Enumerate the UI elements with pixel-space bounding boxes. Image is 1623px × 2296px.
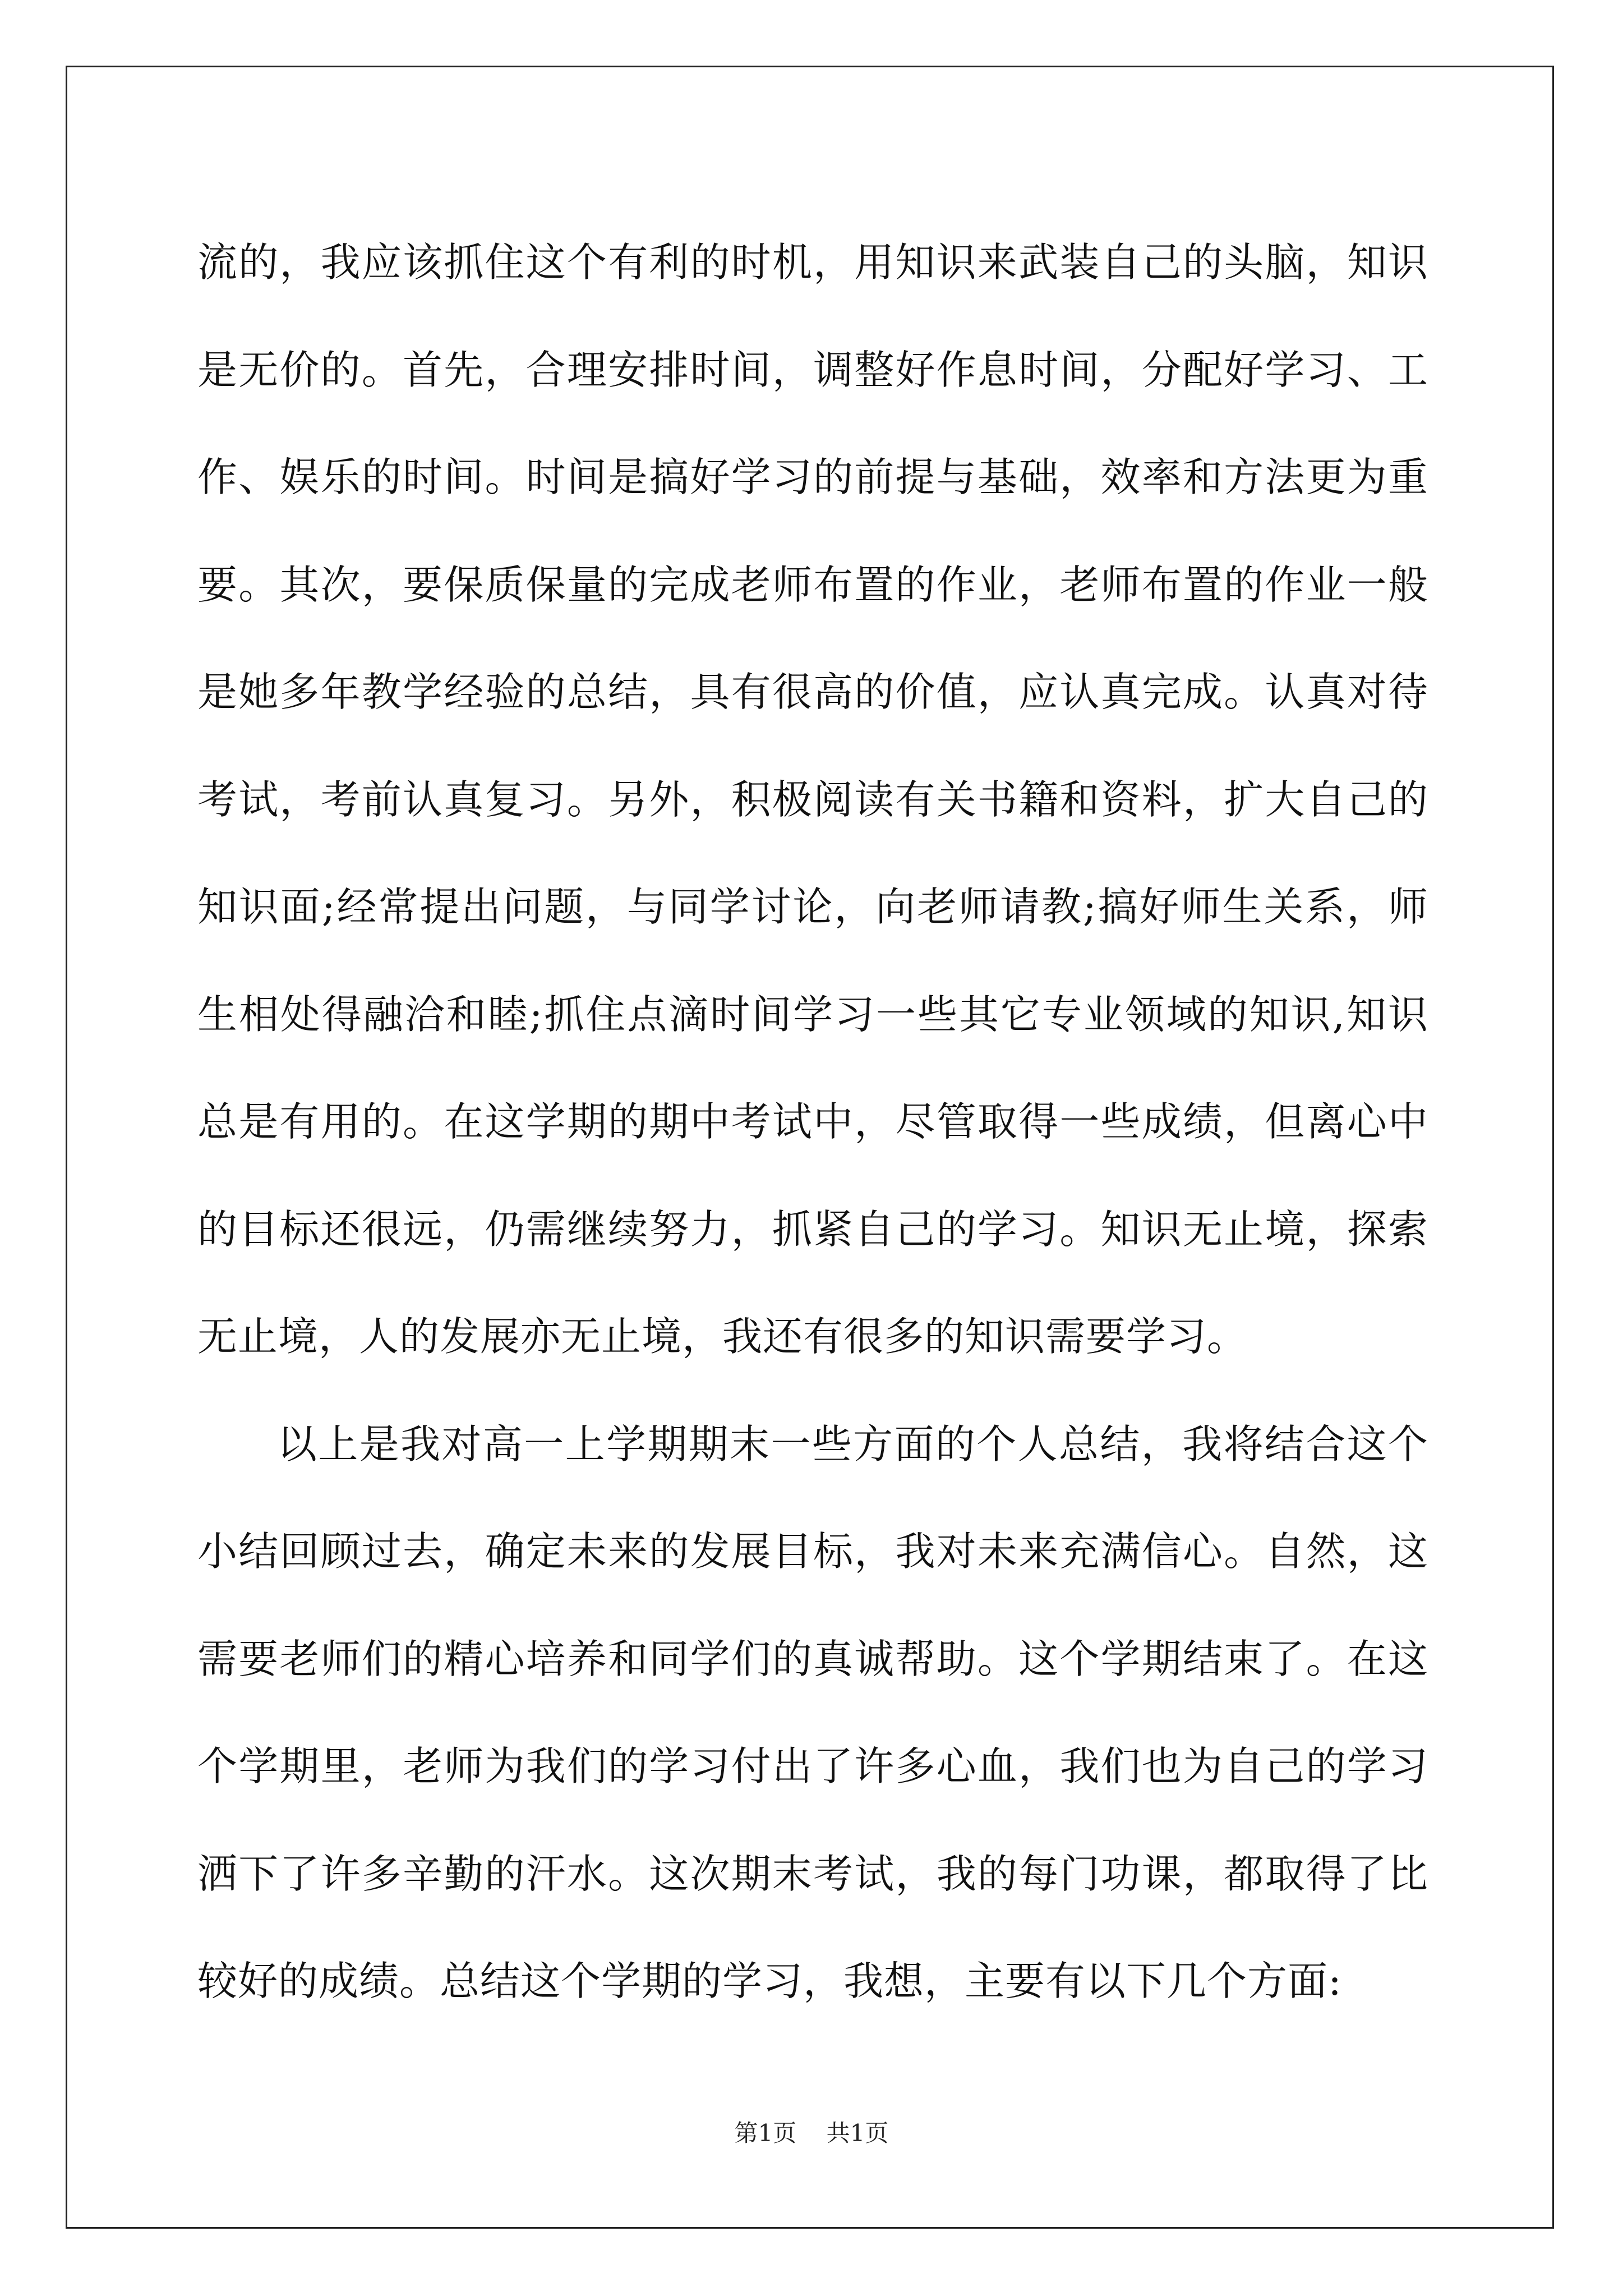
paragraph-summary: 以上是我对高一上学期期末一些方面的个人总结，我将结合这个小结回顾过去，确定未来的发展目标，我对未来充满信心。自然，这需要老师们的精心培养和同学们的真诚帮助。这个学期结束了。在这个学期里，老师为我们的学习付出了许多心血，我们也为自己的学习洒下了许多辛勤的汗水。这次期末考试，我的每门功课，都取得了比较好的成绩。总结这个学期的学习，我想，主要有以下几个方面: xyxy=(197,1420,1428,2004)
paragraph-continuation: 流的，我应该抓住这个有利的时机，用知识来武装自己的头脑，知识是无价的。首先，合理安排时间，调整好作息时间，分配好学习、工作、娱乐的时间。时间是搞好学习的前提与基础，效率和方法更为重要。其次，要保质保量的完成老师布置的作业，老师布置的作业一般是她多年教学经验的总结，具有很高的价值，应认真完成。认真对待考试，考前认真复习。另外，积极阅读有关书籍和资料，扩大自己的知识面;经常提出问题，与同学讨论，向老师请教;搞好师生关系，师生相处得融洽和睦;抓住点滴时间学习一些其它专业领域的知识,知识总是有用的。在这学期的期中考试中，尽管取得一些成绩，但离心中的目标还很远，仍需继续努力，抓紧自己的学习。知识无止境，探索无止境，人的发展亦无止境，我还有很多的知识需要学习。 xyxy=(197,239,1428,1360)
document-body xyxy=(197,209,1428,2035)
page-number-footer: 第1页 共1页 xyxy=(734,2119,889,2147)
